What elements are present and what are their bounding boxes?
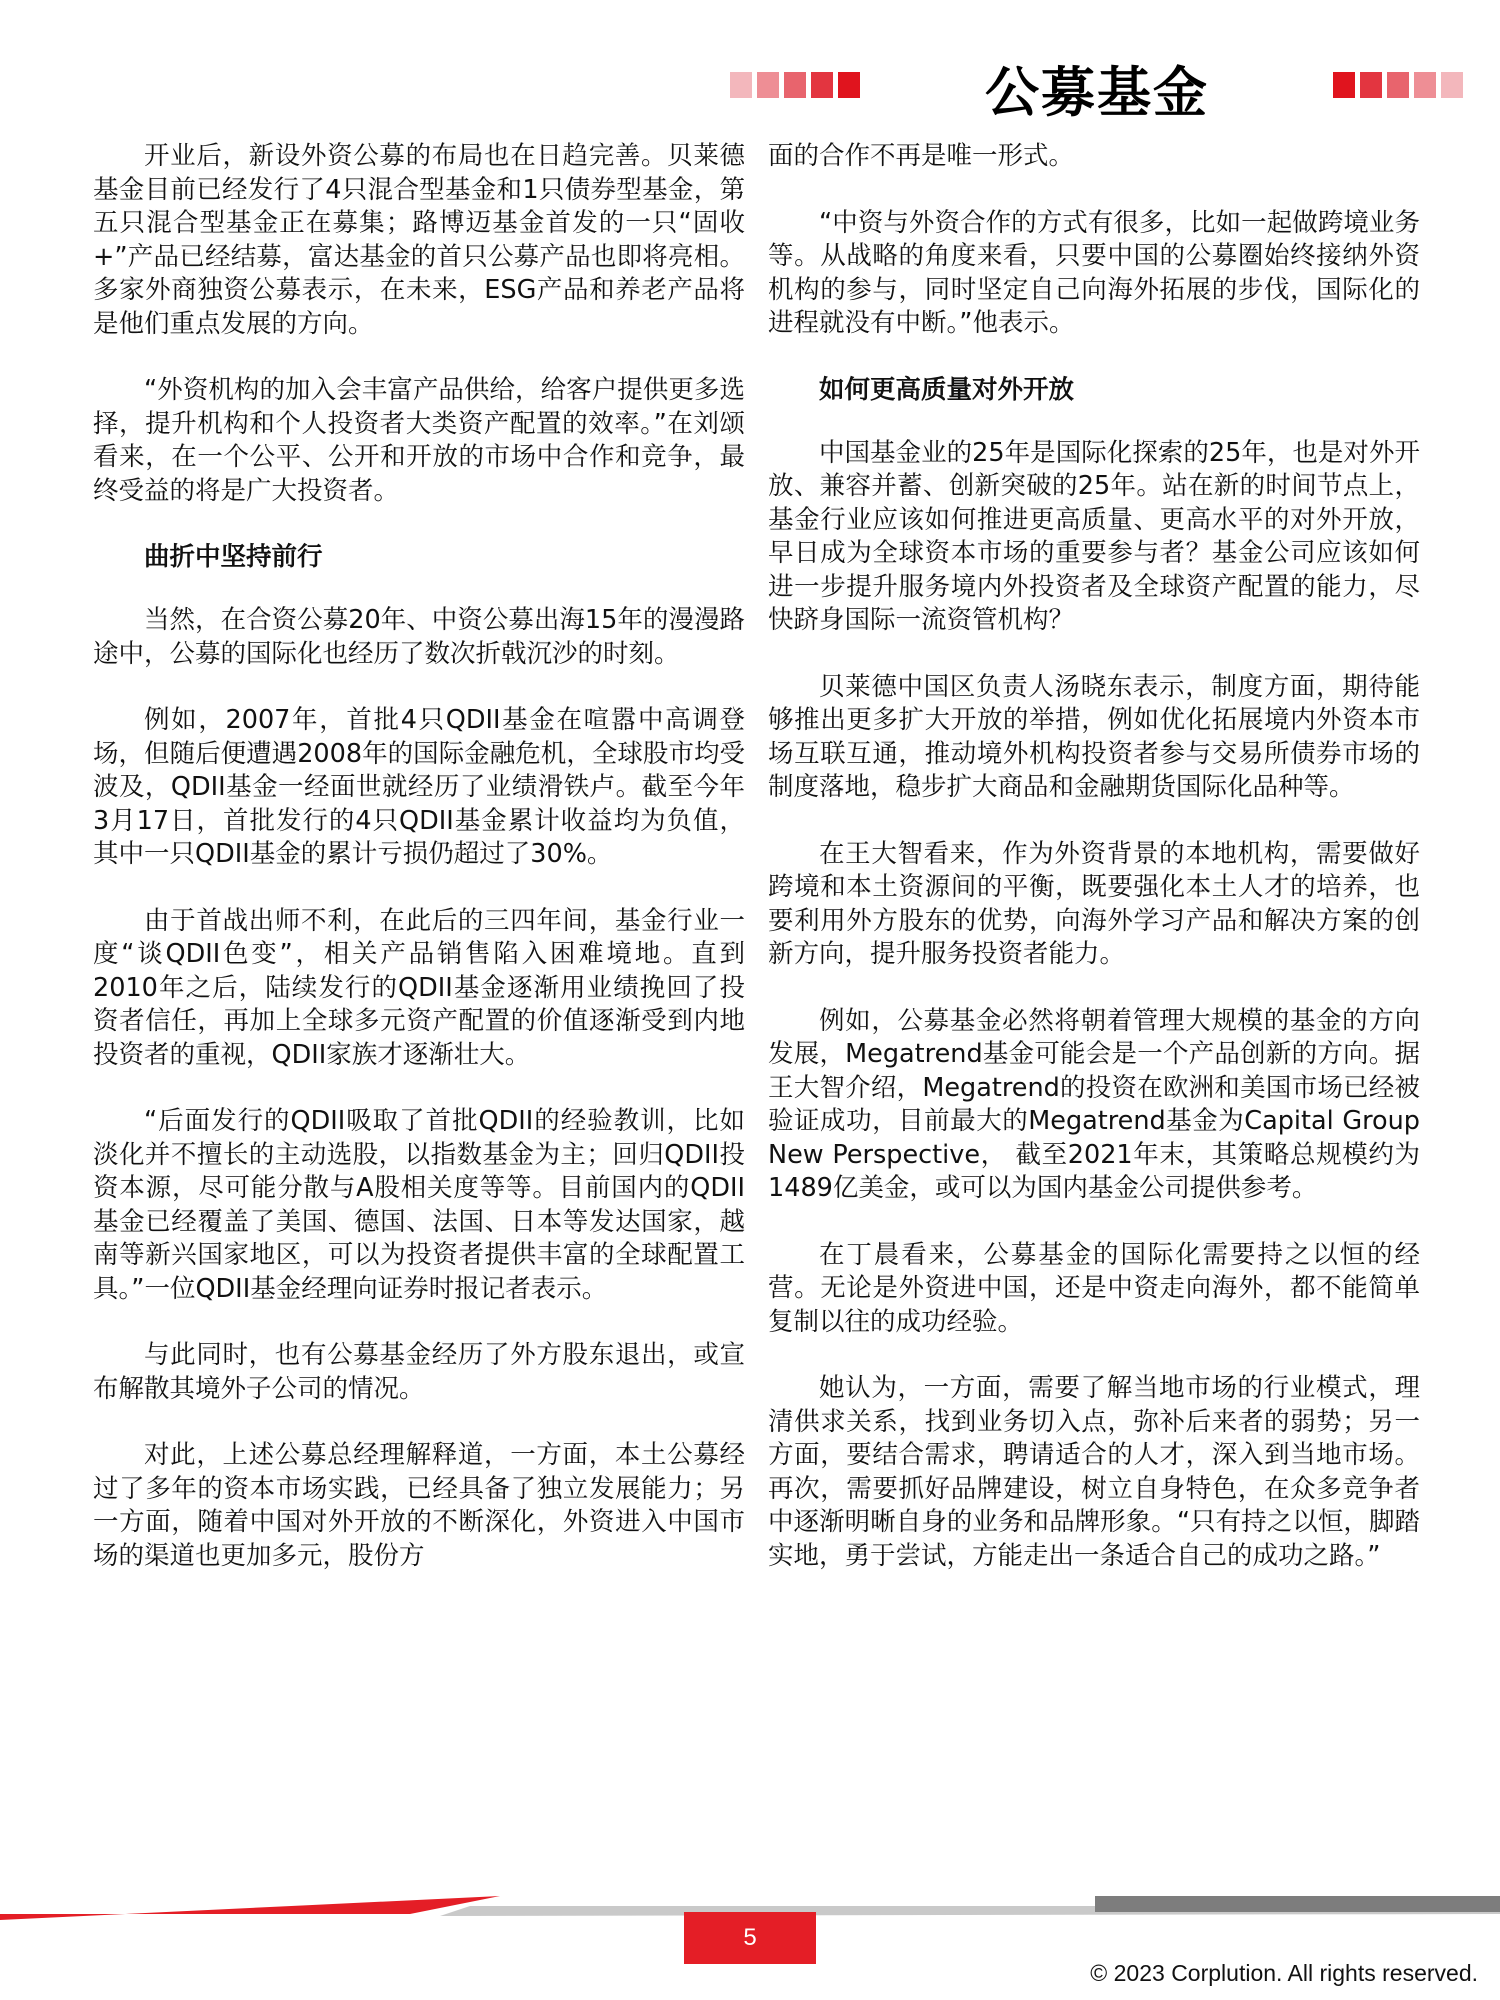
- footer-red-stripe: [0, 1896, 500, 1920]
- paragraph: “中资与外资合作的方式有很多，比如一起做跨境业务等。从战略的角度来看，只要中国的公募圈始终接纳外资机构的参与，同时坚定自己向海外拓展的步伐，国际化的进程就没有中断。”他表示。: [768, 207, 1420, 338]
- paragraph: 例如，2007年，首批4只QDII基金在喧嚣中高调登场，但随后便遭遇2008年的国际金融危机，全球股市均受波及，QDII基金一经面世就经历了业绩滑铁卢。截至今年3月17日，首批发行的4只QDII基金累计收益均为负值，其中一只QDII基金的累计亏损仍超过了30%。: [93, 705, 745, 869]
- header-square: [730, 72, 752, 98]
- paragraph: 当然，在合资公募20年、中资公募出海15年的漫漫路途中，公募的国际化也经历了数次折戟沉沙的时刻。: [93, 605, 745, 669]
- header-square: [1360, 72, 1382, 98]
- footer-dark-block: [1095, 1896, 1500, 1912]
- header-square: [838, 72, 860, 98]
- header-square: [1333, 72, 1355, 98]
- paragraph: 贝莱德中国区负责人汤晓东表示，制度方面，期待能够推出更多扩大开放的举措，例如优化拓展境内外资本市场互联互通，推动境外机构投资者参与交易所债券市场的制度落地，稳步扩大商品和金融期货国际化品种等。: [768, 671, 1420, 802]
- paragraph: “外资机构的加入会丰富产品供给，给客户提供更多选择，提升机构和个人投资者大类资产配置的效率。”在刘颂看来，在一个公平、公开和开放的市场中合作和竞争，最终受益的将是广大投资者。: [93, 375, 745, 506]
- paragraph: 她认为，一方面，需要了解当地市场的行业模式，理清供求关系，找到业务切入点，弥补后来者的弱势；另一方面，要结合需求，聘请适合的人才，深入到当地市场。再次，需要抓好品牌建设，树立自身特色，在众多竞争者中逐渐明晰自身的业务和品牌形象。“只有持之以恒，脚踏实地，勇于尝试，方能走出一条适合自己的成功之路。”: [768, 1373, 1420, 1571]
- section-title: 公募基金: [985, 61, 1209, 124]
- paragraph: 在丁晨看来，公募基金的国际化需要持之以恒的经营。无论是外资进中国，还是中资走向海外，都不能简单复制以往的成功经验。: [768, 1239, 1420, 1337]
- right-column: [768, 140, 1420, 1606]
- paragraph: 面的合作不再是唯一形式。: [768, 141, 1075, 171]
- header-decoration-right: [1333, 72, 1463, 98]
- paragraph: 中国基金业的25年是国际化探索的25年，也是对外开放、兼容并蓄、创新突破的25年。站在新的时间节点上，基金行业应该如何推进更高质量、更高水平的对外开放，早日成为全球资本市场的重要参与者？基金公司应该如何进一步提升服务境内外投资者及全球资产配置的能力，尽快跻身国际一流资管机构？: [768, 437, 1420, 635]
- section-heading: 曲折中坚持前行: [144, 542, 323, 572]
- header-square: [1387, 72, 1409, 98]
- paragraph: 与此同时，也有公募基金经历了外方股东退出，或宣布解散其境外子公司的情况。: [93, 1340, 745, 1404]
- header-square: [757, 72, 779, 98]
- section-heading: 如何更高质量对外开放: [819, 374, 1075, 405]
- header-square: [784, 72, 806, 98]
- paragraph: 开业后，新设外资公募的布局也在日趋完善。贝莱德基金目前已经发行了4只混合型基金和1只债券型基金，第五只混合型基金正在募集；路博迈基金首发的一只“固收+”产品已经结募，富达基金的首只公募产品也即将亮相。多家外商独资公募表示，在未来，ESG产品和养老产品将是他们重点发展的方向。: [93, 141, 745, 339]
- header-square: [1441, 72, 1463, 98]
- footer-band: [0, 1860, 1500, 1920]
- page-number: 5: [684, 1912, 816, 1964]
- paragraph: 在王大智看来，作为外资背景的本地机构，需要做好跨境和本土资源间的平衡，既要强化本土人才的培养，也要利用外方股东的优势，向海外学习产品和解决方案的创新方向，提升服务投资者能力。: [768, 838, 1420, 969]
- paragraph: “后面发行的QDII吸取了首批QDII的经验教训，比如淡化并不擅长的主动选股，以指数基金为主；回归QDII投资本源，尽可能分散与A股相关度等等。目前国内的QDII基金已经覆盖了美国、德国、法国、日本等发达国家，越南等新兴国家地区，可以为投资者提供丰富的全球配置工具。”一位QDII基金经理向证券时报记者表示。: [93, 1106, 745, 1304]
- header-square: [1414, 72, 1436, 98]
- paragraph: 对此，上述公募总经理解释道，一方面，本土公募经过了多年的资本市场实践，已经具备了独立发展能力；另一方面，随着中国对外开放的不断深化，外资进入中国市场的渠道也更加多元，股份方: [93, 1440, 745, 1571]
- copyright-notice: © 2023 Corplution. All rights reserved.: [1090, 1960, 1478, 1986]
- paragraph: 由于首战出师不利，在此后的三四年间，基金行业一度“谈QDII色变”，相关产品销售陷入困难境地。直到2010年之后，陆续发行的QDII基金逐渐用业绩挽回了投资者信任，再加上全球多元资产配置的价值逐渐受到内地投资者的重视，QDII家族才逐渐壮大。: [93, 905, 745, 1070]
- header-square: [811, 72, 833, 98]
- header-decoration-left: [730, 72, 860, 98]
- paragraph: 例如，公募基金必然将朝着管理大规模的基金的方向发展，Megatrend基金可能会是一个产品创新的方向。据王大智介绍，Megatrend的投资在欧洲和美国市场已经被验证成功，目前最大的Megatrend基金为Capital Group New Perspective， 截至2021年末，其策略总规模约为1489亿美金，或可以为国内基金公司提供参考。: [768, 1005, 1420, 1203]
- left-column: [93, 140, 745, 1606]
